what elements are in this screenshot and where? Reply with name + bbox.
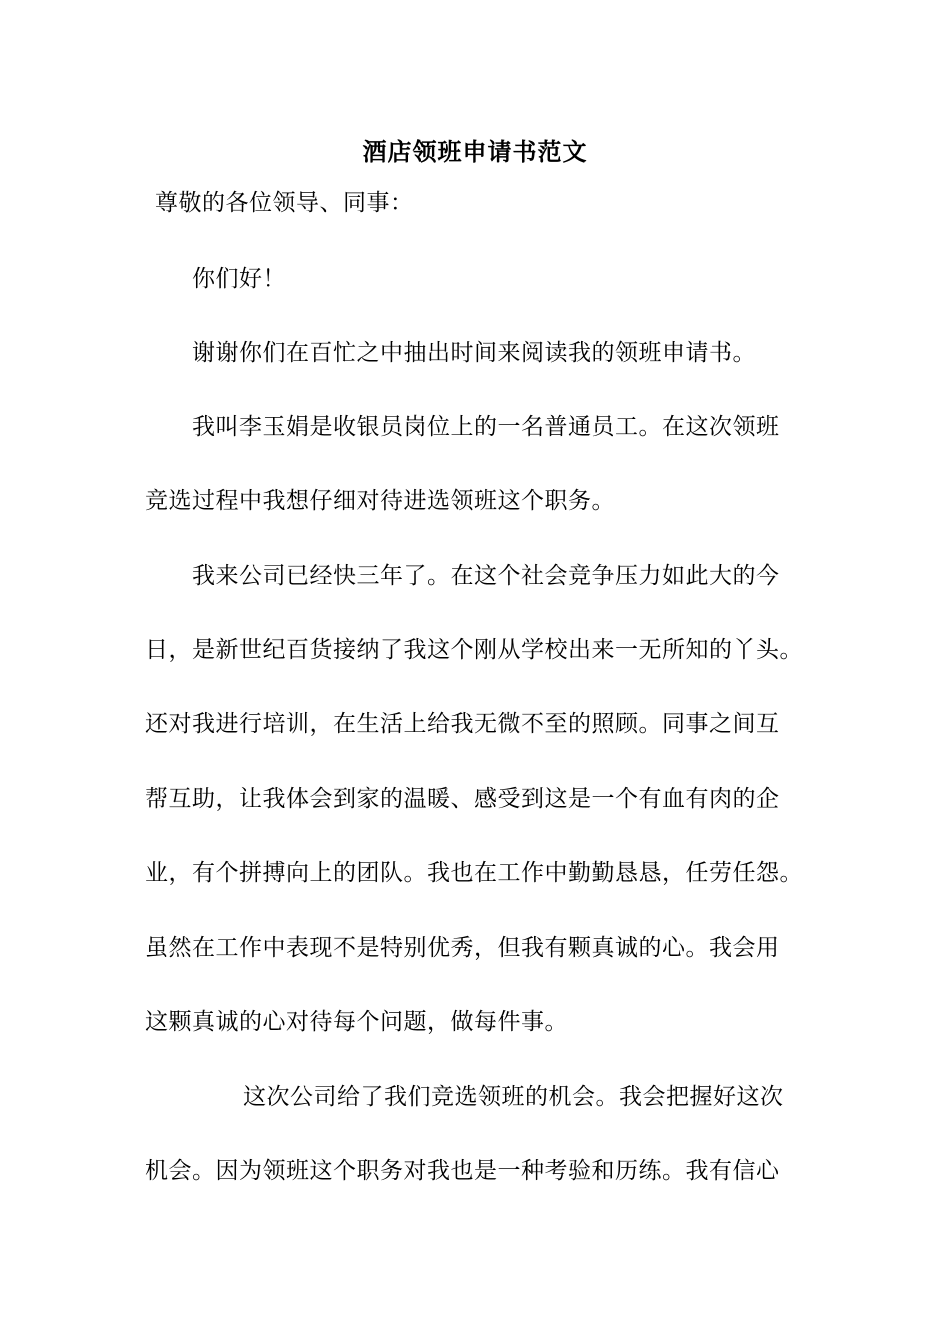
paragraph-line: 这颗真诚的心对待每个问题，做每件事。 bbox=[145, 1009, 568, 1035]
document-title: 酒店领班申请书范文 bbox=[362, 137, 588, 166]
paragraph-line: 我叫李玉娟是收银员岗位上的一名普通员工。在这次领班 bbox=[192, 414, 780, 440]
paragraph-line: 帮互助，让我体会到家的温暖、感受到这是一个有血有肉的企 bbox=[145, 786, 780, 812]
paragraph-line: 业，有个拼搏向上的团队。我也在工作中勤勤恳恳，任劳任怨。 bbox=[145, 860, 803, 886]
paragraph-line: 还对我进行培训，在生活上给我无微不至的照顾。同事之间互 bbox=[145, 711, 780, 737]
salutation-line: 尊敬的各位领导、同事： bbox=[155, 190, 414, 216]
paragraph-line: 机会。因为领班这个职务对我也是一种考验和历练。我有信心 bbox=[145, 1158, 780, 1184]
paragraph-line: 竞选过程中我想仔细对待进选领班这个职务。 bbox=[145, 488, 615, 514]
paragraph-line: 这次公司给了我们竞选领班的机会。我会把握好这次 bbox=[243, 1084, 784, 1110]
paragraph-line: 我来公司已经快三年了。在这个社会竞争压力如此大的今 bbox=[192, 563, 780, 589]
paragraph-line: 谢谢你们在百忙之中抽出时间来阅读我的领班申请书。 bbox=[192, 340, 756, 366]
paragraph-line: 虽然在工作中表现不是特别优秀，但我有颗真诚的心。我会用 bbox=[145, 935, 780, 961]
greeting-line: 你们好！ bbox=[192, 266, 286, 292]
paragraph-line: 日，是新世纪百货接纳了我这个刚从学校出来一无所知的丫头。 bbox=[145, 637, 803, 663]
